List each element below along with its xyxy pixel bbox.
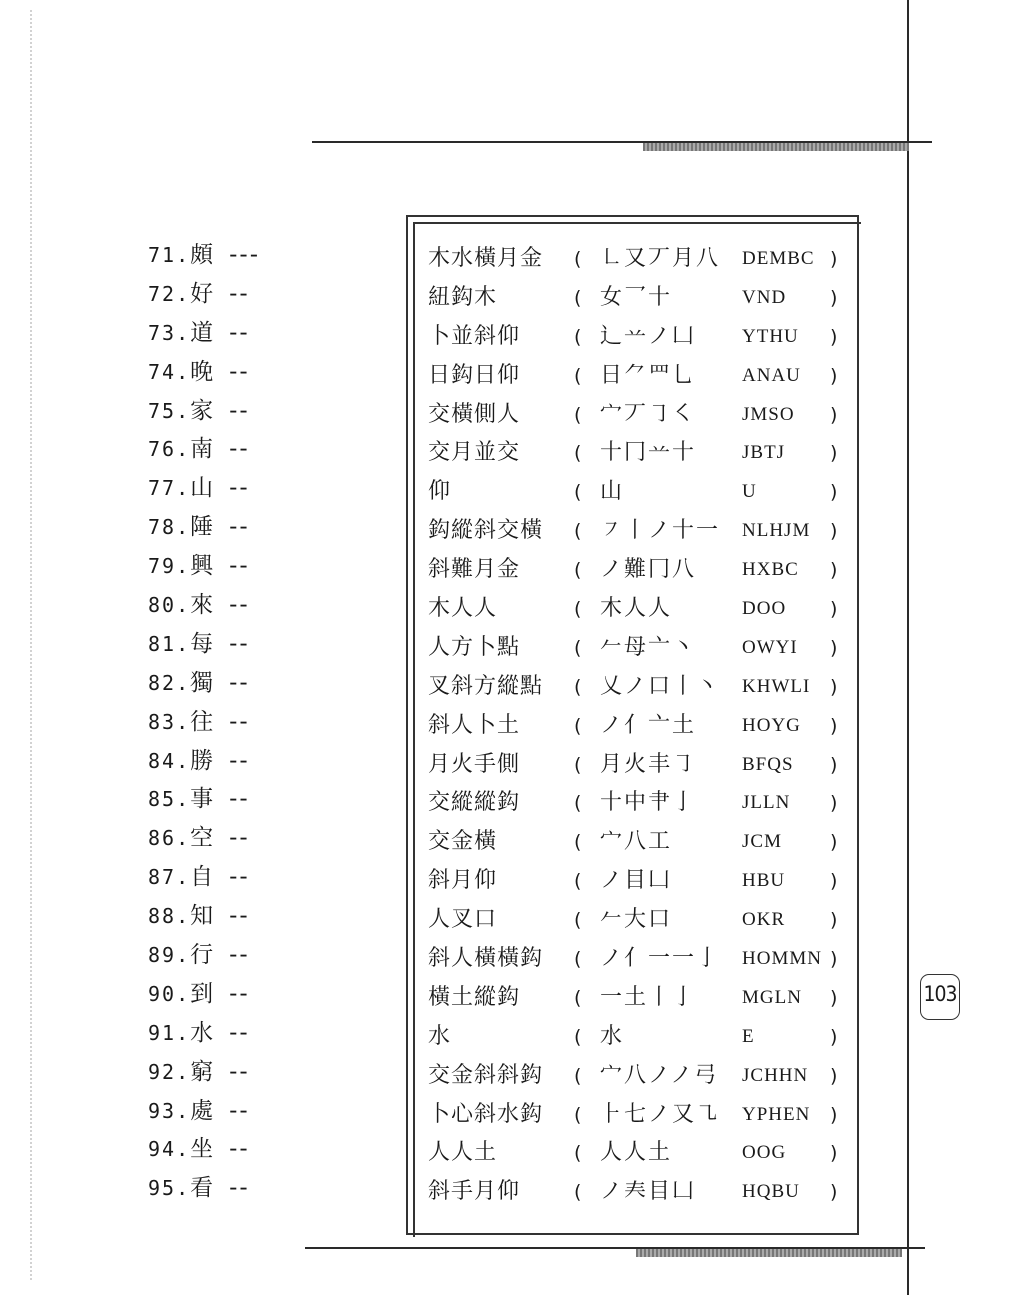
stroke-names: 卜並斜仰 [428, 323, 521, 349]
entry-number: 76. [148, 437, 191, 462]
entry-character: 水 [190, 1019, 214, 1046]
input-code: U [742, 481, 757, 503]
component-glyphs: 宀丆㇆㇛ [600, 401, 697, 427]
index-entry [148, 1092, 388, 1131]
stroke-names: 木水橫月金 [428, 246, 544, 271]
decomposition-row [428, 1018, 858, 1057]
decomposition-row [428, 318, 858, 357]
entry-character: 山 [190, 475, 214, 502]
input-code: VND [742, 286, 787, 308]
entry-dash: -- [229, 1136, 250, 1163]
entry-dash: -- [229, 319, 250, 346]
close-paren: ) [830, 1064, 838, 1087]
decomposition-row [428, 784, 858, 823]
open-paren: ( [574, 481, 582, 504]
component-glyphs: 宀八ノノ弓 [600, 1062, 719, 1088]
entry-number: 73. [148, 320, 191, 345]
entry-character: 來 [190, 592, 214, 619]
input-code: OWYI [742, 636, 798, 658]
input-code: JMSO [742, 403, 795, 425]
decomposition-row [428, 862, 858, 901]
close-paren: ) [830, 870, 838, 893]
entry-number: 71. [148, 243, 191, 267]
component-glyphs: 日⺈罒乚 [600, 362, 697, 388]
stroke-names: 斜難月金 [428, 557, 521, 583]
stroke-names: 月火手側 [428, 751, 521, 777]
component-glyphs: 𠂉大口 [600, 907, 673, 933]
entry-number: 87. [148, 865, 191, 890]
entry-character: 處 [190, 1097, 214, 1124]
entry-character: 知 [190, 903, 214, 930]
component-glyphs: 山 [600, 479, 625, 505]
entry-dash: --- [229, 242, 261, 268]
index-entry [148, 547, 388, 586]
component-glyphs: ⻌䒑ノ凵 [600, 323, 697, 349]
component-glyphs: ノ目凵 [600, 868, 673, 894]
entry-dash: -- [229, 903, 250, 930]
index-entry [148, 780, 388, 819]
input-code: YPHEN [742, 1103, 811, 1125]
entry-dash: -- [229, 1058, 250, 1085]
open-paren: ( [574, 675, 582, 698]
entry-number: 92. [148, 1059, 191, 1084]
component-glyphs: 一土丨亅 [600, 984, 697, 1010]
stroke-names: 斜手月仰 [428, 1179, 521, 1205]
entry-number: 84. [148, 748, 191, 773]
component-glyphs: ⺊七ノ又㇈ [600, 1101, 721, 1127]
entry-character: 坐 [190, 1136, 214, 1163]
open-paren: ( [574, 792, 582, 815]
decomposition-row [428, 1173, 858, 1212]
stroke-names: 斜人橫橫鈎 [428, 946, 544, 972]
component-glyphs: 月火丰㇆ [600, 751, 697, 777]
entry-number: 89. [148, 943, 191, 968]
input-code: JCHHN [742, 1064, 809, 1086]
stroke-names: 人叉口 [428, 907, 498, 933]
close-paren: ) [830, 948, 838, 971]
index-entry [148, 742, 388, 781]
component-glyphs: ノ亻亠土 [600, 712, 697, 738]
stroke-names: 仰 [428, 479, 452, 505]
index-entry [148, 703, 388, 742]
index-entry [148, 430, 388, 469]
input-code: ANAU [742, 364, 801, 386]
entry-character: 到 [190, 980, 214, 1007]
index-entry [148, 625, 388, 664]
entry-dash: -- [229, 630, 250, 657]
entry-character: 家 [190, 397, 214, 424]
close-paren: ) [830, 1181, 838, 1204]
entry-character: 窮 [190, 1058, 214, 1085]
entry-number: 91. [148, 1020, 191, 1045]
open-paren: ( [574, 753, 582, 776]
close-paren: ) [830, 559, 838, 582]
close-paren: ) [830, 520, 838, 543]
entry-number: 90. [148, 981, 191, 1006]
entry-dash: -- [229, 1175, 250, 1202]
index-entry [148, 936, 388, 975]
close-paren: ) [830, 792, 838, 815]
component-glyphs: ノ亻一一亅 [600, 946, 721, 972]
component-glyphs: 乂ノ口丨丶 [600, 673, 721, 699]
stroke-names: 斜月仰 [428, 868, 498, 894]
stroke-names: 紐鈎木 [428, 284, 498, 310]
close-paren: ) [830, 481, 838, 504]
close-paren: ) [830, 1103, 838, 1126]
open-paren: ( [574, 909, 582, 932]
open-paren: ( [574, 248, 582, 270]
close-paren: ) [830, 364, 838, 387]
component-glyphs: ㇗又丆月八 [600, 246, 721, 271]
input-code: HOYG [742, 714, 801, 736]
decomposition-row [428, 240, 858, 279]
open-paren: ( [574, 1181, 582, 1204]
index-entry [148, 275, 388, 314]
index-entry [148, 1130, 388, 1169]
input-code: NLHJM [742, 520, 811, 542]
entry-character: 陲 [190, 514, 214, 541]
index-entry [148, 469, 388, 508]
entry-number: 85. [148, 787, 191, 812]
component-glyphs: 水 [600, 1023, 625, 1049]
entry-number: 75. [148, 398, 191, 423]
decomposition-row [428, 1096, 858, 1135]
stroke-names: 日鈎日仰 [428, 362, 521, 388]
entry-number: 88. [148, 904, 191, 929]
bottom-shaded-bar [636, 1249, 902, 1257]
entry-number: 94. [148, 1137, 191, 1162]
input-code: DOO [742, 598, 787, 620]
index-entry [148, 819, 388, 858]
input-code: JBTJ [742, 442, 786, 464]
stroke-names: 橫土縱鈎 [428, 984, 521, 1010]
open-paren: ( [574, 1025, 582, 1048]
input-code: BFQS [742, 753, 794, 775]
decomposition-row [428, 434, 858, 473]
close-paren: ) [830, 325, 838, 348]
stroke-names: 交月並交 [428, 440, 521, 466]
open-paren: ( [574, 442, 582, 465]
entry-character: 自 [190, 864, 214, 891]
close-paren: ) [830, 986, 838, 1009]
entry-dash: -- [229, 708, 250, 735]
open-paren: ( [574, 870, 582, 893]
entry-number: 83. [148, 709, 191, 734]
open-paren: ( [574, 1142, 582, 1165]
entry-dash: -- [229, 514, 250, 541]
open-paren: ( [574, 948, 582, 971]
close-paren: ) [830, 442, 838, 465]
entry-character: 看 [190, 1175, 214, 1202]
close-paren: ) [830, 831, 838, 854]
right-margin-rule [907, 0, 909, 1295]
index-entry [148, 897, 388, 936]
decomposition-row [428, 396, 858, 435]
entry-dash: -- [229, 669, 250, 696]
input-code: HOMMN [742, 948, 822, 970]
index-entry [148, 858, 388, 897]
entry-dash: -- [229, 475, 250, 502]
entry-character: 獨 [190, 669, 214, 696]
open-paren: ( [574, 559, 582, 582]
input-code: OOG [742, 1142, 787, 1164]
entry-character: 勝 [190, 747, 214, 774]
entry-character: 好 [190, 280, 214, 307]
stroke-names: 交縱縱鈎 [428, 790, 521, 816]
stroke-names: 斜人卜土 [428, 712, 521, 738]
index-entry [148, 236, 388, 275]
open-paren: ( [574, 636, 582, 659]
entry-character: 事 [190, 786, 214, 813]
entry-dash: -- [229, 747, 250, 774]
component-glyphs: 十中肀亅 [600, 790, 697, 816]
character-index-list [148, 236, 388, 1208]
component-glyphs: ㇇丨ノ十一 [600, 518, 721, 544]
close-paren: ) [830, 286, 838, 309]
page-edge-dotted-line [30, 10, 32, 1280]
entry-number: 82. [148, 670, 191, 695]
entry-number: 93. [148, 1098, 191, 1123]
stroke-names: 鈎縱斜交橫 [428, 518, 544, 544]
input-code: DEMBC [742, 248, 815, 269]
close-paren: ) [830, 909, 838, 932]
top-shaded-bar [643, 143, 909, 151]
entry-number: 80. [148, 593, 191, 618]
open-paren: ( [574, 1064, 582, 1087]
entry-dash: -- [229, 1097, 250, 1124]
entry-dash: -- [229, 1019, 250, 1046]
stroke-names: 交金斜斜鈎 [428, 1062, 544, 1088]
open-paren: ( [574, 986, 582, 1009]
entry-dash: -- [229, 825, 250, 852]
close-paren: ) [830, 1025, 838, 1048]
input-code: E [742, 1025, 755, 1047]
close-paren: ) [830, 714, 838, 737]
decomposition-row [428, 668, 858, 707]
component-glyphs: 宀八工 [600, 829, 673, 855]
decomposition-row [428, 551, 858, 590]
input-code: JCM [742, 831, 782, 853]
entry-dash: -- [229, 397, 250, 424]
open-paren: ( [574, 1103, 582, 1126]
decomposition-row [428, 1057, 858, 1096]
input-code: KHWLI [742, 675, 811, 697]
decomposition-row [428, 940, 858, 979]
stroke-names: 人人土 [428, 1140, 498, 1166]
close-paren: ) [830, 403, 838, 426]
decomposition-row [428, 1134, 858, 1173]
entry-number: 86. [148, 826, 191, 851]
stroke-names: 卜心斜水鈎 [428, 1101, 544, 1127]
close-paren: ) [830, 1142, 838, 1165]
decomposition-row [428, 473, 858, 512]
input-code: YTHU [742, 325, 799, 347]
entry-number: 95. [148, 1176, 191, 1201]
entry-character: 每 [190, 630, 214, 657]
entry-number: 72. [148, 281, 191, 306]
component-glyphs: 人人土 [600, 1140, 673, 1166]
input-code: OKR [742, 909, 786, 931]
entry-number: 74. [148, 359, 191, 384]
decomposition-row [428, 823, 858, 862]
decomposition-row [428, 357, 858, 396]
entry-character: 晚 [190, 358, 214, 385]
component-glyphs: 女乛十 [600, 284, 673, 310]
entry-dash: -- [229, 592, 250, 619]
entry-dash: -- [229, 280, 250, 307]
index-entry [148, 353, 388, 392]
decomposition-row [428, 512, 858, 551]
close-paren: ) [830, 636, 838, 659]
component-glyphs: 𠂉母亠丶 [600, 634, 697, 660]
close-paren: ) [830, 598, 838, 621]
entry-dash: -- [229, 436, 250, 463]
stroke-names: 人方卜點 [428, 634, 521, 660]
component-glyphs: ノ難冂八 [600, 557, 697, 583]
entry-number: 78. [148, 515, 191, 540]
input-code: MGLN [742, 986, 802, 1008]
entry-dash: -- [229, 553, 250, 580]
entry-dash: -- [229, 358, 250, 385]
open-paren: ( [574, 403, 582, 426]
entry-character: 頗 [190, 242, 214, 268]
entry-number: 79. [148, 554, 191, 579]
entry-character: 空 [190, 825, 214, 852]
entry-dash: -- [229, 864, 250, 891]
open-paren: ( [574, 831, 582, 854]
entry-character: 行 [190, 942, 214, 969]
index-entry [148, 508, 388, 547]
component-glyphs: 木人人 [600, 596, 673, 622]
open-paren: ( [574, 364, 582, 387]
index-entry [148, 975, 388, 1014]
entry-character: 南 [190, 436, 214, 463]
entry-dash: -- [229, 942, 250, 969]
index-entry [148, 1014, 388, 1053]
input-code: HBU [742, 870, 786, 892]
component-glyphs: 十冂䒑十 [600, 440, 697, 466]
decomposition-row [428, 707, 858, 746]
input-code: JLLN [742, 792, 791, 814]
stroke-names: 交橫側人 [428, 401, 521, 427]
component-glyphs: ノ𡗗目凵 [600, 1179, 697, 1205]
index-entry [148, 1053, 388, 1092]
decomposition-row [428, 279, 858, 318]
index-entry [148, 1169, 388, 1208]
close-paren: ) [830, 675, 838, 698]
entry-number: 77. [148, 476, 191, 501]
input-code: HXBC [742, 559, 799, 581]
page-number-badge: 103 [920, 974, 960, 1020]
entry-number: 81. [148, 631, 191, 656]
index-entry [148, 392, 388, 431]
decomposition-row [428, 746, 858, 785]
stroke-names: 叉斜方縱點 [428, 673, 544, 699]
input-code: HQBU [742, 1181, 800, 1203]
entry-character: 道 [190, 319, 214, 346]
open-paren: ( [574, 714, 582, 737]
entry-dash: -- [229, 980, 250, 1007]
open-paren: ( [574, 325, 582, 348]
decomposition-row [428, 629, 858, 668]
open-paren: ( [574, 598, 582, 621]
stroke-names: 交金橫 [428, 829, 498, 855]
entry-character: 往 [190, 708, 214, 735]
stroke-names: 木人人 [428, 596, 498, 622]
decomposition-row [428, 901, 858, 940]
index-entry [148, 314, 388, 353]
open-paren: ( [574, 286, 582, 309]
decomposition-code-list [428, 240, 858, 1212]
entry-character: 興 [190, 553, 214, 580]
close-paren: ) [830, 753, 838, 776]
entry-dash: -- [229, 786, 250, 813]
stroke-names: 水 [428, 1023, 452, 1049]
decomposition-row [428, 590, 858, 629]
open-paren: ( [574, 520, 582, 543]
decomposition-row [428, 979, 858, 1018]
index-entry [148, 586, 388, 625]
close-paren: ) [830, 248, 838, 270]
index-entry [148, 664, 388, 703]
